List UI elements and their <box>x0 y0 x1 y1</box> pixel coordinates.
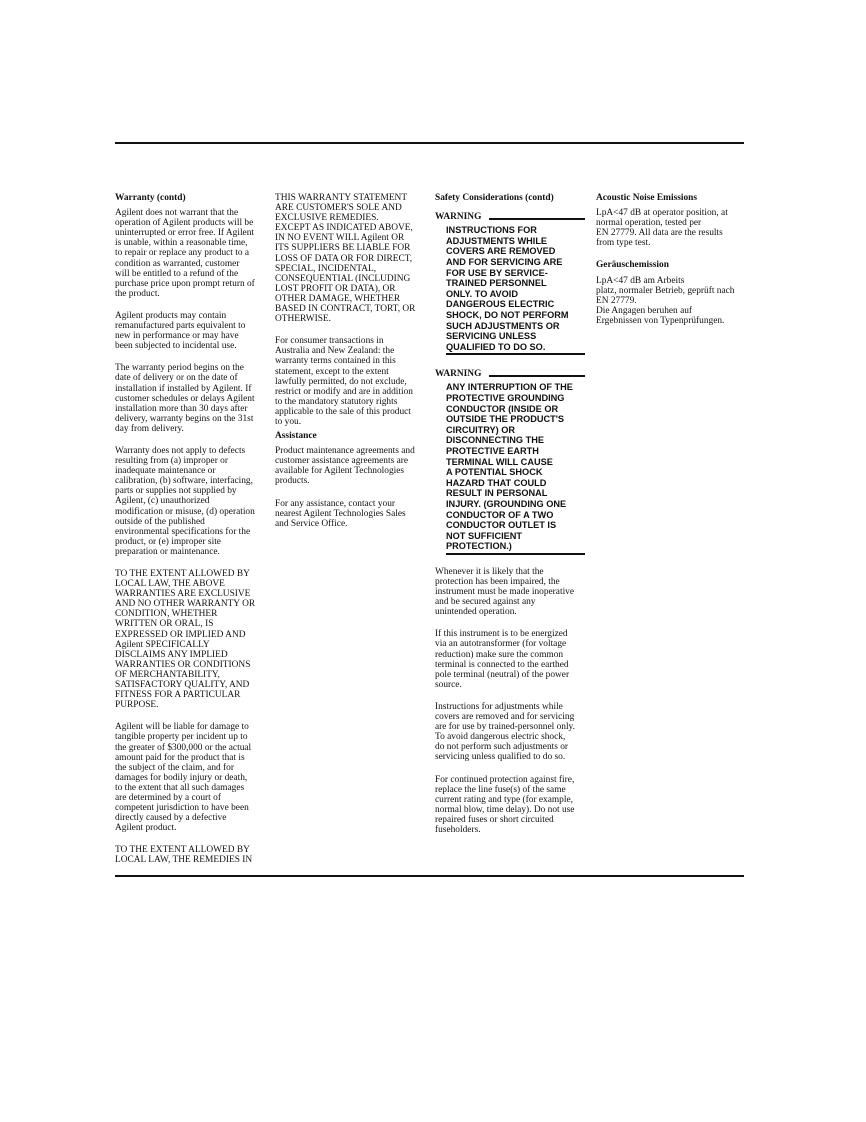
warning-rule <box>489 218 585 220</box>
paragraph: LpA<47 dB am Arbeits platz, normaler Betrieb, geprüft nach EN 27779. Die Angagen beruhen auf Ergebnissen von Typenprüfungen. <box>596 275 735 326</box>
column-warranty <box>115 193 265 878</box>
safety-heading: Safety Considerations (contd) <box>435 193 554 203</box>
column-acoustic <box>596 193 746 338</box>
paragraph: For consumer transactions in Australia and New Zealand: the warranty terms contained in this statement, except to the extent lawfully permitted, do not exclude, restrict or modify and are in addition to the mandatory statutory rights applicable to the sale of this product to you. <box>275 336 413 427</box>
paragraph: TO THE EXTENT ALLOWED BY LOCAL LAW, THE REMEDIES IN <box>115 845 253 866</box>
paragraph: TO THE EXTENT ALLOWED BY LOCAL LAW, THE ABOVE WARRANTIES ARE EXCLUSIVE AND NO OTHER WARRANTY OR CONDITION, WHETHER WRITTEN OR ORAL, IS EXPRESSED OR IMPLIED AND Agilent SPECIFICALLY DISCLAIMS ANY IMPLIED WARRANTIES OR CONDITIONS OF MERCHANTABILITY, SATISFACTORY QUALITY, AND FITNESS FOR A PARTICULAR PURPOSE. <box>115 569 256 711</box>
geraeusch-heading: Geräuschemission <box>596 260 669 271</box>
warranty-heading: Warranty (contd) <box>115 193 186 203</box>
warning-text: INSTRUCTIONS FOR ADJUSTMENTS WHILE COVERS ARE REMOVED AND FOR SERVICING ARE FOR USE BY SERVICE- TRAINED PERSONNEL ONLY. TO AVOID DANGEROUS ELECTRIC SHOCK, DO NOT PERFORM SUCH ADJUSTMENTS OR SERVICING UNLESS QUALIFIED TO DO SO. <box>446 225 585 355</box>
paragraph: Agilent does not warrant that the operation of Agilent products will be uninterrupted or error free. If Agilent is unable, within a reasonable time, to repair or replace any product to a condition as warranted, customer will be entitled to a refund of the purchase price upon prompt return of the product. <box>115 208 255 299</box>
warning-rule <box>489 375 585 377</box>
paragraph: LpA<47 dB at operator position, at normal operation, tested per EN 27779. All data are the results from type test. <box>596 208 728 249</box>
warning-header <box>435 212 585 222</box>
paragraph: The warranty period begins on the date of delivery or on the date of installation if installed by Agilent. If customer schedules or delays Agilent installation more than 30 days after delivery, warranty begins on the 31st day from delivery. <box>115 363 255 434</box>
paragraph: Instructions for adjustments while covers are removed and for servicing are for use by trained-personnel only. To avoid dangerous electric shock, do not perform such adjustments or servicing unless qualified to do so. <box>435 701 575 763</box>
assistance-heading: Assistance <box>275 431 317 442</box>
paragraph: THIS WARRANTY STATEMENT ARE CUSTOMER'S SOLE AND EXCLUSIVE REMEDIES. EXCEPT AS INDICATED ABOVE, IN NO EVENT WILL Agilent OR ITS SUPPLIERS BE LIABLE FOR LOSS OF DATA OR FOR DIRECT, SPECIAL, INCIDENTAL, CONSEQUENTIAL (INCLUDING LOST PROFIT OR DATA), OR OTHER DAMAGE, WHETHER BASED IN CONTRACT, TORT, OR OTHERWISE. <box>275 193 416 325</box>
column-warranty-cont <box>275 193 425 541</box>
paragraph: For any assistance, contact your nearest Agilent Technologies Sales and Service Office. <box>275 498 406 529</box>
warning-text: ANY INTERRUPTION OF THE PROTECTIVE GROUNDING CONDUCTOR (INSIDE OR OUTSIDE THE PRODUCT'S CIRCUITRY) OR DISCONNECTING THE PROTECTIVE EARTH TERMINAL WILL CAUSE A POTENTIAL SHOCK HAZARD THAT COULD RESULT IN PERSONAL INJURY. (GROUNDING ONE CONDUCTOR OF A TWO CONDUCTOR OUTLET IS NOT SUFFICIENT PROTECTION.) <box>446 382 585 555</box>
paragraph: Product maintenance agreements and customer assistance agreements are available for Agilent Technologies products. <box>275 446 415 487</box>
acoustic-heading: Acoustic Noise Emissions <box>596 193 698 203</box>
paragraph: For continued protection against fire, replace the line fuse(s) of the same current rating and type (for example, normal blow, time delay). Do not use repaired fuses or short circuited fuseholders. <box>435 774 575 835</box>
warning-header <box>435 369 585 379</box>
top-rule <box>115 142 744 144</box>
paragraph: Warranty does not apply to defects resulting from (a) improper or inadequate maintenance or calibration, (b) software, interfacing, parts or supplies not supplied by Agilent, (c) unauthorized modification or misuse, (d) operation outside of the published environmental specifications for the product, or (e) improper site preparation or maintenance. <box>115 445 255 557</box>
column-safety <box>435 193 585 847</box>
paragraph: Whenever it is likely that the protection has been impaired, the instrument must be made inoperative and be secured against any unintended operation. <box>435 566 575 618</box>
warning-label: WARNING <box>435 212 482 223</box>
paragraph: If this instrument is to be energized via an autotransformer (for voltage reduction) make sure the common terminal is connected to the earthed pole terminal (neutral) of the power source. <box>435 629 570 690</box>
warning-label: WARNING <box>435 369 482 380</box>
paragraph: Agilent products may contain remanufactured parts equivalent to new in performance or may have been subjected to incidental use. <box>115 310 246 352</box>
paragraph: Agilent will be liable for damage to tangible property per incident up to the greater of $300,000 or the actual amount paid for the product that is the subject of the claim, and for damages for bodily injury or death, to the extent that all such damages are determined by a court of competent jurisdiction to have been directly caused by a defective Agilent product. <box>115 722 252 834</box>
